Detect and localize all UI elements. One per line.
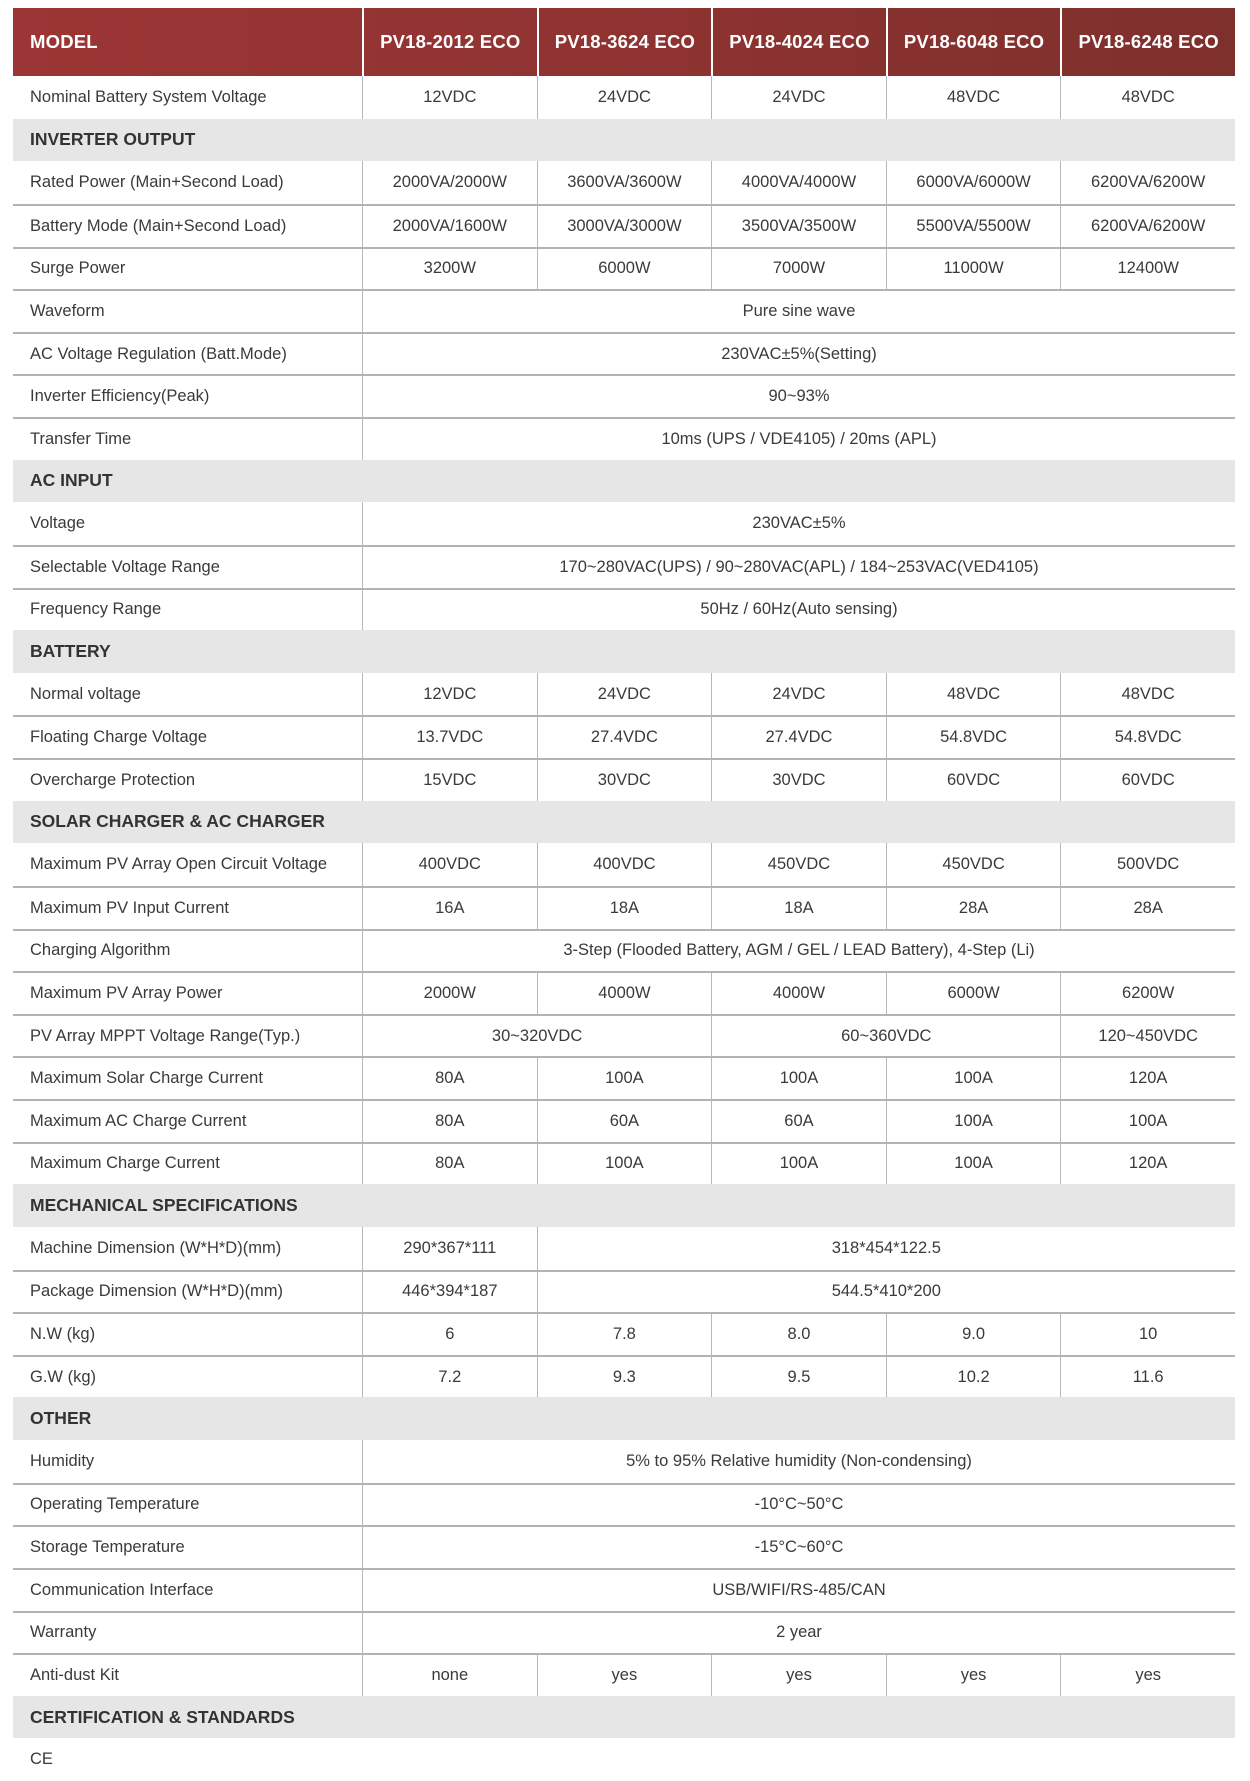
section-header [13,119,1235,162]
row-value: 24VDC [537,76,712,119]
row-value: 7.8 [537,1314,712,1355]
row-label: PV Array MPPT Voltage Range(Typ.) [30,1026,301,1045]
row-label: Surge Power [30,259,126,278]
table-row [13,715,1235,758]
row-value: 27.4VDC [711,717,886,758]
row-value: 3600VA/3600W [537,161,712,204]
row-label: Humidity [30,1451,95,1470]
row-value: 3500VA/3500W [711,206,886,247]
table-row [13,588,1235,631]
table-row [13,1440,1235,1483]
row-label: Maximum Solar Charge Current [30,1069,263,1088]
section-header [13,1696,1235,1739]
row-value: 2000VA/2000W [362,161,537,204]
table-row [13,1653,1235,1696]
table-row [13,1014,1235,1057]
row-value: 2 year [362,1613,1235,1654]
row-value: 400VDC [537,843,712,886]
section-title: SOLAR CHARGER & AC CHARGER [30,811,325,832]
row-value: 5500VA/5500W [886,206,1061,247]
row-label: Communication Interface [30,1580,214,1599]
row-label: N.W (kg) [30,1324,96,1343]
row-value: 6200W [1060,973,1235,1014]
table-row [13,161,1235,204]
row-value: 6000VA/6000W [886,161,1061,204]
row-value: 54.8VDC [886,717,1061,758]
row-value: 100A [1060,1101,1235,1142]
row-value: 100A [711,1058,886,1099]
row-value: 120~450VDC [1060,1016,1235,1057]
row-label: Normal voltage [30,684,141,703]
row-value: 318*454*122.5 [537,1227,1235,1270]
row-value: 400VDC [362,843,537,886]
row-value: 12VDC [362,76,537,119]
row-label: CE [30,1750,53,1769]
row-value: Pure sine wave [362,291,1235,332]
row-value: 120A [1060,1058,1235,1099]
row-label: Warranty [30,1623,97,1642]
row-value: 450VDC [711,843,886,886]
row-label: Transfer Time [30,429,132,448]
row-value: 100A [537,1058,712,1099]
row-value: 9.3 [537,1357,712,1398]
row-value: 230VAC±5%(Setting) [362,334,1235,375]
row-value: 8.0 [711,1314,886,1355]
row-label: Machine Dimension (W*H*D)(mm) [30,1238,282,1257]
row-label: Nominal Battery System Voltage [30,87,267,106]
row-value: 100A [537,1144,712,1185]
table-row [13,1056,1235,1099]
row-value: 544.5*410*200 [537,1272,1235,1313]
row-label: Floating Charge Voltage [30,728,208,747]
row-value: 6200VA/6200W [1060,206,1235,247]
row-value: 11.6 [1060,1357,1235,1398]
table-row [13,247,1235,290]
header-model-4: PV18-6048 ECO [886,8,1061,76]
row-value: 10 [1060,1314,1235,1355]
row-value: 80A [362,1144,537,1185]
table-row [13,1099,1235,1142]
row-value: 27.4VDC [537,717,712,758]
section-title: MECHANICAL SPECIFICATIONS [30,1195,298,1216]
row-value: none [362,1655,537,1696]
row-label: AC Voltage Regulation (Batt.Mode) [30,344,287,363]
row-label: Frequency Range [30,600,162,619]
row-value: 48VDC [886,76,1061,119]
row-value: 6000W [537,249,712,290]
table-row [13,1312,1235,1355]
row-label: Waveform [30,301,105,320]
row-value: 6000W [886,973,1061,1014]
row-value: 7.2 [362,1357,537,1398]
row-value: 446*394*187 [362,1272,537,1313]
table-row [13,417,1235,460]
table-row [13,545,1235,588]
table-row [13,1270,1235,1313]
table-row [13,1483,1235,1526]
row-value: 60A [537,1101,712,1142]
row-value: 4000W [537,973,712,1014]
table-row [13,76,1235,119]
row-value: -15°C~60°C [362,1527,1235,1568]
row-value: 24VDC [711,76,886,119]
row-value: 13.7VDC [362,717,537,758]
section-title: CERTIFICATION & STANDARDS [30,1706,295,1727]
table-row [13,1568,1235,1611]
row-label: G.W (kg) [30,1367,96,1386]
row-label: Selectable Voltage Range [30,557,220,576]
row-label: Maximum PV Array Open Circuit Voltage [30,855,328,874]
row-value: 30VDC [537,760,712,801]
row-value: 230VAC±5% [362,502,1235,545]
section-title: BATTERY [30,640,111,661]
row-value: 6200VA/6200W [1060,161,1235,204]
section-header [13,630,1235,673]
section-header [13,1184,1235,1227]
header-model-1: PV18-2012 ECO [362,8,537,76]
row-value: -10°C~50°C [362,1485,1235,1526]
row-value: 24VDC [711,673,886,716]
row-value: 90~93% [362,376,1235,417]
spec-table [13,8,1235,1781]
row-value: 4000W [711,973,886,1014]
row-value: 16A [362,888,537,929]
row-value: 290*367*111 [362,1227,537,1270]
row-value: 100A [711,1144,886,1185]
row-value: 15VDC [362,760,537,801]
row-value: 30~320VDC [362,1016,711,1057]
row-value: 3-Step (Flooded Battery, AGM / GEL / LEAD Battery), 4-Step (Li) [362,931,1235,972]
row-value: 2000W [362,973,537,1014]
row-value: 24VDC [537,673,712,716]
table-row [13,374,1235,417]
row-value: yes [1060,1655,1235,1696]
row-value: 2000VA/1600W [362,206,537,247]
table-row [13,1355,1235,1398]
row-label: Battery Mode (Main+Second Load) [30,216,287,235]
row-value: 60VDC [886,760,1061,801]
row-value: yes [537,1655,712,1696]
row-value: 170~280VAC(UPS) / 90~280VAC(APL) / 184~253VAC(VED4105) [362,547,1235,588]
row-value: 12VDC [362,673,537,716]
row-value: 12400W [1060,249,1235,290]
section-title: INVERTER OUTPUT [30,129,196,150]
row-value: 5% to 95% Relative humidity (Non-condensing) [362,1440,1235,1483]
section-header [13,460,1235,503]
row-value: 30VDC [711,760,886,801]
row-value: 3200W [362,249,537,290]
row-label: Overcharge Protection [30,770,196,789]
row-value: 9.0 [886,1314,1061,1355]
row-value: 60A [711,1101,886,1142]
table-row [13,289,1235,332]
table-row [13,1227,1235,1270]
row-label: Anti-dust Kit [30,1665,119,1684]
row-value: 18A [711,888,886,929]
row-value: 9.5 [711,1357,886,1398]
row-value: 120A [1060,1144,1235,1185]
table-row [13,1525,1235,1568]
section-header [13,1397,1235,1440]
row-value: 50Hz / 60Hz(Auto sensing) [362,590,1235,631]
table-body [13,76,1235,1781]
header-model-5: PV18-6248 ECO [1060,8,1235,76]
row-value: 7000W [711,249,886,290]
row-value: 10.2 [886,1357,1061,1398]
row-value: 500VDC [1060,843,1235,886]
row-value: 54.8VDC [1060,717,1235,758]
table-header [13,8,1235,76]
row-value: 10ms (UPS / VDE4105) / 20ms (APL) [362,419,1235,460]
header-model-label: MODEL [30,31,98,52]
table-row [13,929,1235,972]
table-row [13,1142,1235,1185]
row-value: 11000W [886,249,1061,290]
row-label: Operating Temperature [30,1495,200,1514]
table-row [13,758,1235,801]
row-label: Maximum Charge Current [30,1154,220,1173]
row-value: 48VDC [886,673,1061,716]
row-value: 60VDC [1060,760,1235,801]
table-row [13,971,1235,1014]
row-value: 48VDC [1060,673,1235,716]
header-model-3: PV18-4024 ECO [711,8,886,76]
row-value: 60~360VDC [711,1016,1060,1057]
row-value: 100A [886,1144,1061,1185]
row-value: 80A [362,1101,537,1142]
row-value: 80A [362,1058,537,1099]
table-row [13,204,1235,247]
row-value: 18A [537,888,712,929]
row-label: Maximum PV Array Power [30,983,223,1002]
table-row [13,886,1235,929]
row-value: 450VDC [886,843,1061,886]
row-label: Package Dimension (W*H*D)(mm) [30,1282,284,1301]
row-value: 28A [886,888,1061,929]
row-value: 4000VA/4000W [711,161,886,204]
row-label: Maximum AC Charge Current [30,1111,247,1130]
section-title: AC INPUT [30,470,113,491]
row-value: 28A [1060,888,1235,929]
row-label: Charging Algorithm [30,941,171,960]
table-row [13,1611,1235,1654]
row-label: Maximum PV Input Current [30,898,229,917]
row-value: 48VDC [1060,76,1235,119]
table-row [13,843,1235,886]
table-row [13,673,1235,716]
row-value: 6 [362,1314,537,1355]
row-value: USB/WIFI/RS-485/CAN [362,1570,1235,1611]
row-value: yes [711,1655,886,1696]
row-label: Inverter Efficiency(Peak) [30,387,210,406]
table-row [13,1738,1235,1781]
table-row [13,332,1235,375]
row-label: Voltage [30,514,86,533]
table-row [13,502,1235,545]
header-model-2: PV18-3624 ECO [537,8,712,76]
row-label: Rated Power (Main+Second Load) [30,173,284,192]
section-header [13,801,1235,844]
row-value: 100A [886,1058,1061,1099]
row-label: Storage Temperature [30,1538,185,1557]
row-value: yes [886,1655,1061,1696]
section-title: OTHER [30,1408,92,1429]
row-value: 100A [886,1101,1061,1142]
row-value: 3000VA/3000W [537,206,712,247]
